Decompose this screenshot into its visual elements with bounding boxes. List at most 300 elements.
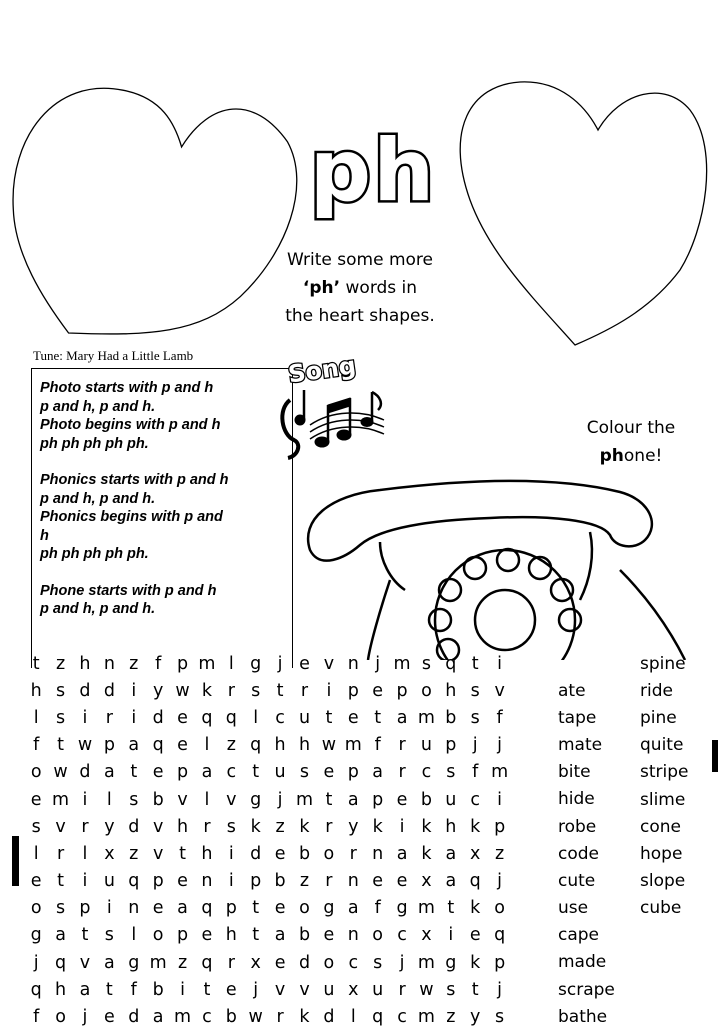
grid-letter: w xyxy=(321,735,337,756)
word-list-item: quite xyxy=(640,735,684,756)
grid-letter: i xyxy=(497,653,503,674)
grid-letter: p xyxy=(103,735,115,756)
grid-row xyxy=(24,976,524,1003)
grid-letter: t xyxy=(374,707,382,728)
grid-letter: s xyxy=(299,762,310,783)
song-verse-2 xyxy=(40,471,290,564)
grid-letter: f xyxy=(33,1007,40,1028)
grid-letter: d xyxy=(323,1007,335,1028)
grid-letter: i xyxy=(131,680,137,701)
grid-letter: z xyxy=(55,653,66,674)
grid-letter: p xyxy=(225,898,237,919)
word-list-item: cone xyxy=(640,816,681,837)
word-list-item: robe xyxy=(558,816,597,837)
grid-letter: i xyxy=(82,871,88,892)
grid-letter: a xyxy=(372,762,384,783)
song-lyrics xyxy=(40,379,290,637)
grid-letter: b xyxy=(420,789,432,810)
word-list-item: mate xyxy=(558,734,603,755)
grid-letter: x xyxy=(104,843,115,864)
grid-letter: d xyxy=(250,843,262,864)
grid-letter: p xyxy=(152,871,164,892)
grid-letter: b xyxy=(152,789,164,810)
grid-letter: a xyxy=(445,871,457,892)
grid-letter: q xyxy=(225,707,237,728)
grid-letter: c xyxy=(470,789,481,810)
grid-letter: t xyxy=(252,762,260,783)
grid-letter: e xyxy=(177,707,188,728)
grid-letter: q xyxy=(55,952,67,973)
grid-letter: a xyxy=(104,762,115,783)
grid-letter: g xyxy=(128,952,140,973)
grid-letter: e xyxy=(274,952,286,973)
colour-prompt-rest: one! xyxy=(623,446,663,466)
grid-letter: i xyxy=(82,707,88,728)
grid-letter: h xyxy=(55,979,67,1000)
grid-letter: d xyxy=(79,762,91,783)
instruction-line-2-rest: words in xyxy=(340,278,418,298)
grid-letter: f xyxy=(374,898,381,919)
grid-letter: s xyxy=(31,816,41,837)
grid-letter: m xyxy=(198,653,216,674)
song-line: ph ph ph ph ph. xyxy=(40,435,149,452)
grid-letter: k xyxy=(470,816,481,837)
grid-letter: q xyxy=(201,707,213,728)
grid-letter: r xyxy=(325,871,333,892)
word-search-grid xyxy=(24,650,524,1031)
song-line: Photo begins with p and h xyxy=(40,417,221,433)
grid-letter: z xyxy=(177,952,188,973)
grid-letter: k xyxy=(250,816,261,837)
grid-letter: e xyxy=(372,871,384,892)
grid-letter: j xyxy=(375,653,381,674)
grid-letter: m xyxy=(393,653,411,674)
grid-letter: m xyxy=(149,952,167,973)
grid-letter: v xyxy=(226,789,237,810)
grid-letter: o xyxy=(323,843,335,864)
grid-letter: j xyxy=(497,871,503,892)
grid-letter: d xyxy=(152,707,164,728)
song-verse-3 xyxy=(40,582,290,619)
grid-letter: j xyxy=(277,789,283,810)
grid-letter: v xyxy=(494,680,505,701)
grid-letter: k xyxy=(421,843,432,864)
grid-letter: m xyxy=(417,707,435,728)
grid-letter: e xyxy=(30,789,42,810)
grid-letter: i xyxy=(448,925,454,946)
grid-letter: g xyxy=(445,952,457,973)
grid-row xyxy=(24,840,524,867)
word-list-item: code xyxy=(558,843,599,864)
grid-letter: e xyxy=(103,1007,115,1028)
colour-prompt xyxy=(566,414,696,470)
grid-letter: o xyxy=(372,925,384,946)
grid-letter: p xyxy=(347,680,359,701)
grid-letter: i xyxy=(106,898,112,919)
grid-letter: n xyxy=(201,871,213,892)
instruction-line-1: Write some more xyxy=(286,250,433,270)
word-list-item: ride xyxy=(640,680,673,701)
grid-letter: f xyxy=(374,735,381,756)
song-line: Phone starts with p and h xyxy=(40,582,217,599)
grid-letter: p xyxy=(176,762,189,783)
grid-row xyxy=(24,813,524,840)
grid-letter: h xyxy=(445,816,457,837)
grid-letter: e xyxy=(323,925,335,946)
instruction-ph: ‘ph’ xyxy=(302,278,341,298)
word-list-column-2 xyxy=(640,650,689,922)
word-list-item: stripe xyxy=(640,762,689,783)
grid-letter: h xyxy=(445,680,457,701)
grid-letter: v xyxy=(177,789,188,810)
grid-letter: j xyxy=(497,979,503,1000)
grid-letter: p xyxy=(250,871,262,892)
grid-letter: c xyxy=(421,762,432,783)
grid-letter: p xyxy=(445,735,457,756)
grid-letter: j xyxy=(253,979,259,1000)
grid-letter: r xyxy=(398,979,406,1000)
grid-letter: s xyxy=(446,979,456,1000)
grid-letter: u xyxy=(103,871,115,892)
grid-letter: z xyxy=(446,1007,456,1028)
grid-letter: l xyxy=(204,789,210,810)
grid-letter: v xyxy=(299,979,310,1000)
grid-row xyxy=(24,650,524,677)
grid-letter: k xyxy=(299,816,310,837)
word-list-item: slope xyxy=(640,871,686,892)
grid-letter: u xyxy=(298,707,311,728)
grid-letter: t xyxy=(447,898,455,919)
margin-mark xyxy=(12,836,19,886)
grid-letter: s xyxy=(470,707,480,728)
grid-letter: e xyxy=(299,653,310,674)
grid-letter: j xyxy=(33,952,39,973)
grid-letter: p xyxy=(176,653,189,674)
grid-letter: s xyxy=(56,680,66,701)
grid-letter: t xyxy=(57,735,65,756)
grid-letter: k xyxy=(372,816,383,837)
grid-letter: p xyxy=(79,898,91,919)
grid-letter: o xyxy=(152,925,164,946)
grid-letter: q xyxy=(201,952,213,973)
grid-letter: m xyxy=(344,735,362,756)
grid-letter: v xyxy=(55,816,66,837)
grid-letter: e xyxy=(274,898,286,919)
grid-letter: b xyxy=(274,871,286,892)
grid-letter: l xyxy=(82,843,88,864)
grid-letter: e xyxy=(396,789,408,810)
grid-letter: n xyxy=(372,843,384,864)
grid-letter: i xyxy=(399,816,405,837)
grid-letter: a xyxy=(152,1007,164,1028)
word-list-item: use xyxy=(558,898,589,919)
grid-letter: y xyxy=(348,816,359,837)
right-heart-outline xyxy=(460,82,706,345)
grid-letter: t xyxy=(252,925,260,946)
grid-letter: a xyxy=(445,843,457,864)
word-list-item: cute xyxy=(558,870,596,891)
grid-letter: a xyxy=(347,789,359,810)
colour-prompt-line-2 xyxy=(566,442,696,470)
grid-letter: b xyxy=(445,707,457,728)
grid-letter: i xyxy=(82,789,88,810)
grid-letter: o xyxy=(494,898,505,919)
grid-letter: e xyxy=(177,871,188,892)
grid-letter: d xyxy=(128,816,140,837)
grid-letter: k xyxy=(470,952,481,973)
grid-letter: s xyxy=(495,1007,505,1028)
grid-letter: s xyxy=(129,789,139,810)
word-list-item: cape xyxy=(558,925,600,946)
grid-letter: f xyxy=(130,979,137,1000)
page-title: ph xyxy=(309,121,437,221)
grid-letter: x xyxy=(348,979,359,1000)
grid-letter: u xyxy=(420,735,432,756)
grid-letter: s xyxy=(421,653,431,674)
grid-letter: r xyxy=(325,816,333,837)
song-line: p and h, p and h. xyxy=(40,398,156,415)
grid-letter: x xyxy=(470,843,481,864)
grid-letter: r xyxy=(227,952,235,973)
grid-letter: g xyxy=(396,898,408,919)
grid-letter: r xyxy=(276,1007,284,1028)
word-list-column-1 xyxy=(558,677,615,1030)
grid-letter: x xyxy=(250,952,261,973)
grid-letter: z xyxy=(129,843,139,864)
grid-letter: e xyxy=(469,925,481,946)
grid-letter: r xyxy=(56,843,65,864)
grid-letter: r xyxy=(300,680,309,701)
grid-row xyxy=(24,949,524,976)
instruction-line-3: the heart shapes. xyxy=(285,306,435,326)
grid-letter: m xyxy=(417,898,435,919)
song-line: Photo starts with p and h xyxy=(40,380,214,396)
grid-letter: q xyxy=(445,653,457,674)
grid-letter: t xyxy=(325,789,333,810)
grid-letter: w xyxy=(175,680,190,701)
grid-letter: m xyxy=(417,952,435,973)
song-verse-1 xyxy=(40,379,290,453)
grid-letter: t xyxy=(203,979,211,1000)
grid-letter: v xyxy=(274,979,286,1000)
word-list-item: hide xyxy=(558,789,595,810)
grid-letter: t xyxy=(179,843,186,864)
grid-letter: b xyxy=(152,979,164,1000)
grid-letter: v xyxy=(152,816,164,837)
word-list-item: ate xyxy=(558,680,586,701)
grid-letter: z xyxy=(226,735,236,756)
grid-letter: u xyxy=(372,979,384,1000)
grid-letter: r xyxy=(105,707,113,728)
grid-letter: s xyxy=(56,707,66,728)
grid-row xyxy=(24,732,524,759)
grid-letter: p xyxy=(372,789,384,810)
grid-letter: l xyxy=(253,707,259,728)
grid-letter: m xyxy=(491,762,509,783)
grid-letter: p xyxy=(347,762,359,783)
song-line: Phonics starts with p and h xyxy=(40,472,229,488)
grid-letter: o xyxy=(30,898,42,919)
grid-letter: t xyxy=(81,925,89,946)
instruction-text xyxy=(260,246,460,330)
tune-caption: Tune: Mary Had a Little Lamb xyxy=(33,348,194,363)
grid-letter: s xyxy=(226,816,236,837)
grid-letter: k xyxy=(470,898,481,919)
grid-letter: y xyxy=(470,1007,481,1028)
grid-letter: q xyxy=(250,735,262,756)
grid-letter: a xyxy=(177,898,188,919)
grid-letter: m xyxy=(417,1007,435,1028)
song-line: h xyxy=(40,527,49,544)
song-line: Phonics begins with p and xyxy=(40,509,223,525)
song-line: p and h, p and h. xyxy=(40,601,156,617)
grid-letter: c xyxy=(202,1007,212,1028)
grid-letter: e xyxy=(152,898,164,919)
grid-letter: l xyxy=(106,789,112,810)
grid-letter: j xyxy=(472,735,478,756)
grid-letter: g xyxy=(323,898,335,919)
grid-letter: l xyxy=(33,843,39,864)
music-notes-icon xyxy=(272,380,392,480)
grid-letter: r xyxy=(227,680,235,701)
grid-letter: d xyxy=(128,1007,140,1028)
grid-row xyxy=(24,677,524,704)
grid-letter: u xyxy=(274,762,286,783)
grid-letter: f xyxy=(472,762,479,783)
colour-prompt-ph: ph xyxy=(599,446,624,466)
grid-letter: p xyxy=(494,816,506,837)
grid-letter: q xyxy=(469,871,481,892)
grid-letter: d xyxy=(79,680,91,701)
grid-letter: v xyxy=(79,952,91,973)
grid-letter: a xyxy=(396,707,408,728)
grid-letter: r xyxy=(398,735,406,756)
grid-letter: w xyxy=(248,1007,263,1028)
grid-letter: q xyxy=(152,735,164,756)
grid-letter: e xyxy=(152,762,164,783)
grid-letter: d xyxy=(103,680,115,701)
grid-letter: t xyxy=(32,653,40,674)
grid-letter: a xyxy=(79,979,91,1000)
margin-mark xyxy=(712,740,718,772)
grid-letter: l xyxy=(131,925,137,946)
grid-letter: a xyxy=(128,735,140,756)
grid-letter: j xyxy=(399,952,405,973)
grid-letter: h xyxy=(176,816,189,837)
grid-letter: d xyxy=(298,952,311,973)
grid-letter: h xyxy=(79,653,91,674)
grid-letter: j xyxy=(82,1007,88,1028)
song-box xyxy=(31,368,293,668)
grid-row xyxy=(24,895,524,922)
grid-letter: e xyxy=(323,762,335,783)
grid-letter: c xyxy=(275,707,285,728)
grid-letter: c xyxy=(226,762,237,783)
grid-letter: i xyxy=(326,680,332,701)
grid-letter: r xyxy=(203,816,211,837)
word-list-item: slime xyxy=(640,789,686,810)
grid-letter: h xyxy=(298,735,311,756)
grid-letter: n xyxy=(347,653,359,674)
grid-letter: o xyxy=(323,952,335,973)
grid-letter: t xyxy=(325,707,333,728)
grid-letter: v xyxy=(323,653,335,674)
word-list-item: tape xyxy=(558,707,597,728)
grid-letter: s xyxy=(104,925,114,946)
grid-letter: e xyxy=(396,871,408,892)
grid-letter: j xyxy=(277,653,283,674)
grid-letter: o xyxy=(421,680,432,701)
grid-letter: o xyxy=(55,1007,66,1028)
grid-letter: e xyxy=(372,680,384,701)
word-list-item: made xyxy=(558,952,607,973)
grid-row xyxy=(24,759,524,786)
grid-letter: g xyxy=(250,653,262,674)
grid-letter: k xyxy=(201,680,212,701)
grid-row xyxy=(24,704,524,731)
grid-letter: c xyxy=(348,952,359,973)
word-list-item: spine xyxy=(640,653,686,674)
grid-letter: g xyxy=(250,789,262,810)
grid-letter: p xyxy=(396,680,408,701)
grid-letter: q xyxy=(30,979,42,1000)
grid-letter: e xyxy=(274,843,286,864)
grid-letter: f xyxy=(496,707,503,728)
grid-letter: s xyxy=(470,680,480,701)
grid-letter: g xyxy=(30,925,42,946)
grid-row xyxy=(24,868,524,895)
grid-row xyxy=(24,1003,524,1030)
grid-letter: e xyxy=(177,735,188,756)
grid-letter: t xyxy=(57,871,65,892)
grid-letter: h xyxy=(30,680,42,701)
instruction-line-2 xyxy=(260,274,460,302)
grid-letter: m xyxy=(295,789,314,810)
word-list-item: hope xyxy=(640,843,683,864)
grid-letter: n xyxy=(128,898,140,919)
word-list-item: bathe xyxy=(558,1006,608,1027)
grid-letter: l xyxy=(33,707,39,728)
grid-letter: n xyxy=(347,871,359,892)
grid-letter: r xyxy=(81,816,89,837)
grid-letter: n xyxy=(347,925,359,946)
grid-letter: z xyxy=(299,871,310,892)
grid-letter: y xyxy=(104,816,115,837)
grid-letter: t xyxy=(471,653,479,674)
grid-letter: e xyxy=(347,707,359,728)
grid-letter: t xyxy=(471,979,479,1000)
grid-letter: n xyxy=(103,653,115,674)
grid-letter: x xyxy=(421,871,432,892)
grid-letter: t xyxy=(252,898,260,919)
grid-letter: a xyxy=(201,762,213,783)
grid-letter: a xyxy=(274,925,286,946)
word-list-item: pine xyxy=(640,707,677,728)
grid-letter: s xyxy=(251,680,261,701)
grid-letter: b xyxy=(225,1007,237,1028)
word-list-item: cube xyxy=(640,898,682,919)
grid-letter: h xyxy=(225,925,237,946)
grid-letter: z xyxy=(495,843,505,864)
song-label: Song xyxy=(286,351,358,389)
grid-letter: q xyxy=(201,898,213,919)
song-line: p and h, p and h. xyxy=(40,490,156,507)
song-line: ph ph ph ph ph. xyxy=(40,546,149,562)
grid-letter: e xyxy=(30,871,42,892)
grid-letter: h xyxy=(201,843,213,864)
grid-letter: c xyxy=(397,925,407,946)
grid-row xyxy=(24,922,524,949)
